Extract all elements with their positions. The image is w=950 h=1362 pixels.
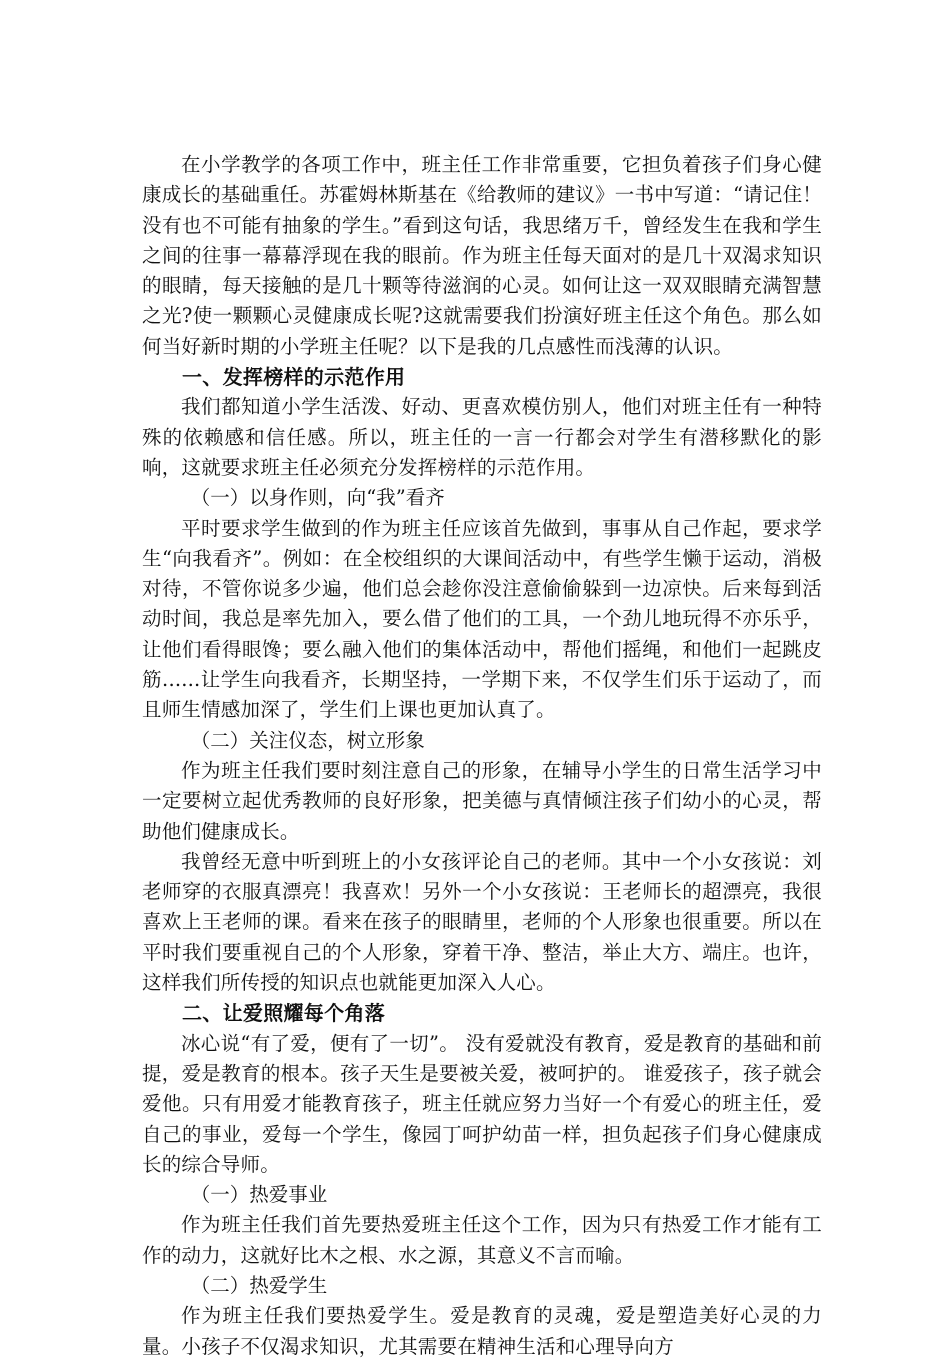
section-2-sub-1-paragraph: 作为班主任我们首先要热爱班主任这个工作，因为只有热爱工作才能有工作的动力，这就好比木之根、水之源，其意义不言而喻。 xyxy=(142,1213,822,1267)
section-1-sub-2-heading: （二）关注仪态，树立形象 xyxy=(190,728,425,752)
section-1-sub-1-paragraph: 平时要求学生做到的作为班主任应该首先做到，事事从自己作起，要求学生“向我看齐”。例如：在全校组织的大课间活动中，有些学生懒于运动，消极对待，不管你说多少遍，他们总会趁你没注意偷偷躲到一边凉快。后来每到活动时间，我总是率先加入，要么借了他们的工具，一个劲儿地玩得不亦乐乎，让他们看得眼馋；要么融入他们的集体活动中，帮他们摇绳，和他们一起跳皮筋......让学生向我看齐，长期坚持，一学期下来，不仅学生们乐于运动了，而且师生情感加深了，学生们上课也更加认真了。 xyxy=(142,516,822,722)
section-1-sub-1-heading: （一）以身作则，向“我”看齐 xyxy=(190,486,445,510)
section-2-heading: 二、让爱照耀每个角落 xyxy=(182,1001,385,1026)
section-2-paragraph: 冰心说“有了爱，便有了一切”。 没有爱就没有教育，爱是教育的基础和前提，爱是教育的根本。孩子天生是要被关爱，被呵护的。 谁爱孩子，孩子就会爱他。只有用爱才能教育孩子，班主任就应努力当好一个有爱心的班主任，爱自己的事业，爱每一个学生，像园丁呵护幼苗一样，担负起孩子们身心健康成长的综合导师。 xyxy=(142,1031,822,1176)
section-2-sub-1-heading: （一）热爱事业 xyxy=(190,1183,328,1207)
section-1-paragraph: 我们都知道小学生活泼、好动、更喜欢模仿别人，他们对班主任有一种特殊的依赖感和信任感。所以，班主任的一言一行都会对学生有潜移默化的影响，这就要求班主任必须充分发挥榜样的示范作用。 xyxy=(142,395,822,479)
section-1-sub-2-paragraph-1: 作为班主任我们要时刻注意自己的形象，在辅导小学生的日常生活学习中一定要树立起优秀教师的良好形象，把美德与真情倾注孩子们幼小的心灵，帮助他们健康成长。 xyxy=(142,758,822,843)
intro-paragraph: 在小学教学的各项工作中，班主任工作非常重要，它担负着孩子们身心健康成长的基础重任。苏霍姆林斯基在《给教师的建议》一书中写道：“请记住！没有也不可能有抽象的学生。”看到这句话，我思绪万千，曾经发生在我和学生之间的往事一幕幕浮现在我的眼前。作为班主任每天面对的是几十双渴求知识的眼睛，每天接触的是几十颗等待滋润的心灵。如何让这一双双眼睛充满智慧之光?使一颗颗心灵健康成长呢?这就需要我们扮演好班主任这个角色。那么如何当好新时期的小学班主任呢？以下是我的几点感性而浅薄的认识。 xyxy=(142,153,822,358)
section-1-heading: 一、发挥榜样的示范作用 xyxy=(182,365,406,390)
document-page xyxy=(142,150,822,1362)
section-1-sub-2-paragraph-2: 我曾经无意中听到班上的小女孩评论自己的老师。其中一个小女孩说：刘老师穿的衣服真漂亮！我喜欢！另外一个小女孩说：王老师长的超漂亮，我很喜欢上王老师的课。看来在孩子的眼睛里，老师的个人形象也很重要。所以在平时我们要重视自己的个人形象，穿着干净、整洁，举止大方、端庄。也许，这样我们所传授的知识点也就能更加深入人心。 xyxy=(142,849,822,995)
section-2-sub-2-heading: （二）热爱学生 xyxy=(190,1273,328,1297)
section-2-sub-2-paragraph: 作为班主任我们要热爱学生。爱是教育的灵魂，爱是塑造美好心灵的力量。小孩子不仅渴求知识，尤其需要在精神生活和心理导向方 xyxy=(142,1304,822,1358)
